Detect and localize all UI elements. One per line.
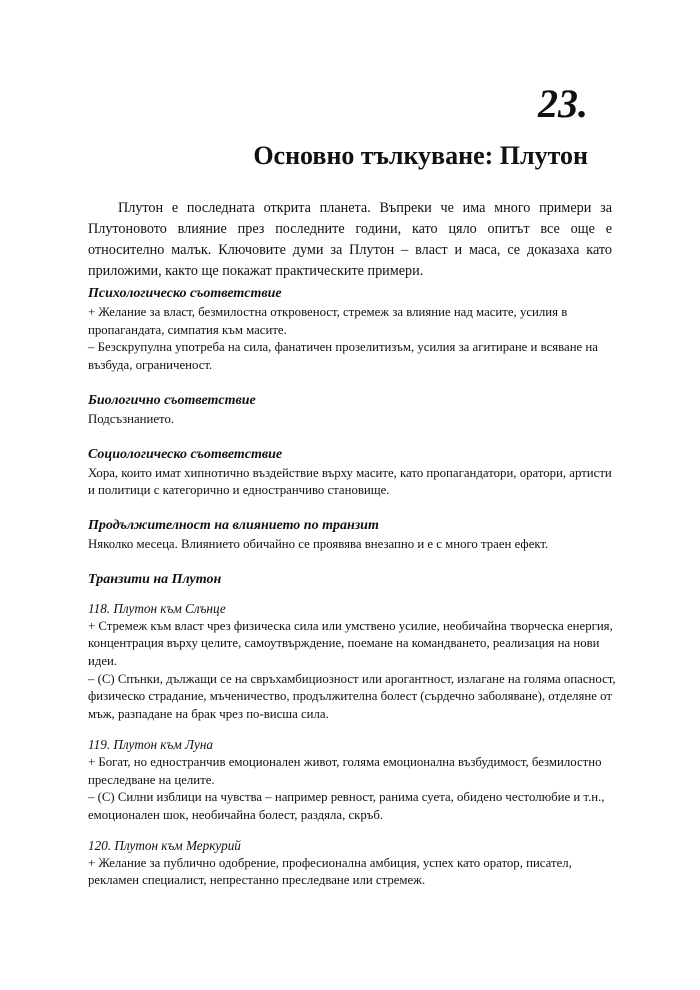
section-heading: Социологическо съответствие (88, 446, 283, 462)
main-content (88, 284, 616, 902)
transits-heading: Транзити на Плутон (88, 571, 222, 587)
section-psychological (88, 284, 616, 375)
transit-title: 120. Плутон към Меркурий (88, 837, 241, 853)
positive-text: + Богат, но едностранчив емоционален живот, голяма емоционална възбудимост, безмилостно преследване на целите. (88, 754, 602, 787)
section-text: Няколко месеца. Влиянието обичайно се проявява внезапно и е с много траен ефект. (88, 536, 549, 551)
positive-text: + Желание за публично одобрение, професионална амбиция, успех като оратор, писател, рекламен специалист, непрестанно преследване или стремеж. (88, 855, 572, 888)
positive-text: + Желание за власт, безмилостна откровеност, стремеж за влияние над масите, усилия в пропагандата, симпатия към масите. (88, 305, 568, 337)
transit-title: 119. Плутон към Луна (88, 736, 213, 752)
positive-text: + Стремеж към власт чрез физическа сила или умствено усилие, необичайна творческа енергия, концентрация върху целите, самоутвърждение, поемане на командването, реализация на нови идеи. (88, 618, 613, 669)
section-duration (88, 516, 616, 554)
intro-paragraph: Плутон е последната открита планета. Въпреки че има много примери за Плутоновото влияние през последните години, като цяло опитът все още е относително малък. Ключовите думи за Плутон – власт и маса, се доказаха като приложими, както ще покажат практическите примери. (88, 200, 612, 279)
transit-item (88, 837, 616, 890)
section-biological (88, 391, 616, 429)
chapter-number: 23. (538, 81, 588, 126)
section-heading: Продължителност на влиянието по транзит (88, 517, 379, 533)
negative-text: – Безскрупулна употреба на сила, фанатичен прозелитизъм, усилия за агитиране и всяване на възбуда, ограниченост. (88, 340, 598, 373)
section-heading: Биологично съответствие (88, 392, 256, 408)
transit-item (88, 600, 616, 724)
negative-text: – (С) Силни изблици на чувства – например ревност, ранима суета, обидено честолюбие и т.н., емоционален шок, необичайна болест, раздяла, скръб. (88, 790, 605, 822)
section-heading: Психологическо съответствие (88, 286, 282, 301)
section-sociological (88, 445, 616, 500)
section-text: Хора, които имат хипнотично въздействие върху масите, като пропагандатори, оратори, артисти и политици с категорично и едностранчиво становище. (88, 465, 612, 498)
transits-section (88, 570, 616, 590)
page-title: Основно тълкуване: Плутон (253, 141, 588, 170)
section-text: Подсъзнанието. (88, 411, 175, 426)
transit-title: 118. Плутон към Слънце (88, 600, 226, 616)
transit-item (88, 736, 616, 825)
negative-text: – (С) Спънки, дължащи се на свръхамбициозност или арогантност, излагане на голяма опасност, физическо страдание, мъченичество, продължителна болест (сърдечно заболяване), отделяне от мъж, разпадане на брак чрез по-висша сила. (88, 671, 616, 722)
